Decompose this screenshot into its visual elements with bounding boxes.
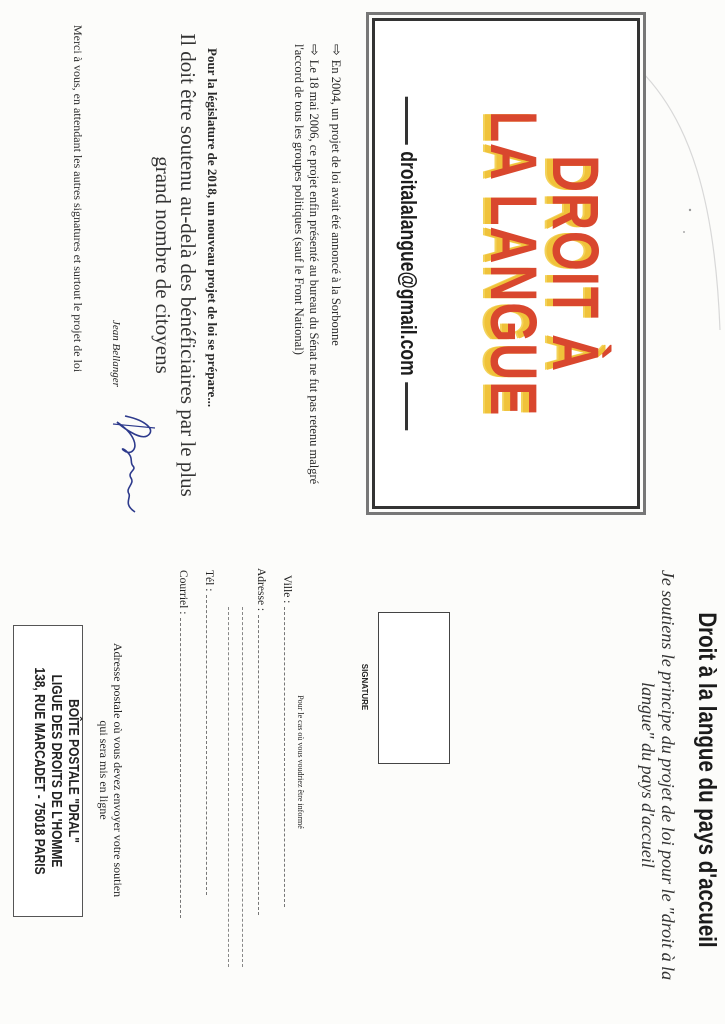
postbox-line3: 138, RUE MARCADET - 75018 PARIS [31, 667, 48, 875]
courriel-label: Courriel : [177, 570, 189, 615]
postbox-line2: LIGUE DES DROITS DE L'HOMME [48, 674, 65, 868]
ville-label: Ville : [281, 575, 293, 604]
thanks-text: Merci à vous, en attendant les autres signatures et surtout le projet de loi [71, 25, 85, 373]
postbox-address [13, 625, 83, 917]
postbox-line1: BOÎTE POSTALE "DRAL" [65, 699, 82, 843]
banner-title-line2: LA LANGUE [477, 110, 551, 417]
banner-box [372, 18, 640, 509]
arrow-right-outline-icon: ⇨ [306, 44, 322, 56]
courriel-field[interactable] [177, 570, 189, 930]
history-item-2004 [328, 44, 343, 524]
tel-line[interactable] [206, 595, 215, 895]
adresse-line-3[interactable] [228, 607, 229, 967]
history-item-2006 [291, 44, 321, 514]
adresse-line-2[interactable] [242, 607, 243, 967]
tel-field[interactable] [203, 570, 215, 930]
ville-line[interactable] [284, 607, 293, 907]
tel-label: Tél : [203, 570, 215, 592]
history-item-2004-text: En 2004, un projet de loi avait été annoncé à la Sorbonne [329, 59, 343, 346]
adresse-line[interactable] [258, 615, 267, 915]
signature-box[interactable] [378, 612, 450, 764]
ville-field[interactable] [281, 575, 293, 935]
handwritten-signature [105, 408, 165, 518]
courriel-line[interactable] [180, 618, 189, 918]
banner-title-line1: DROIT À [539, 154, 613, 373]
adresse-label: Adresse : [255, 568, 267, 612]
signature-label: SIGNATURE [360, 663, 369, 711]
form-title: Droit à la langue du pays d'accueil [693, 612, 721, 948]
banner-title [477, 74, 613, 452]
adresse-field[interactable] [255, 568, 267, 928]
announcement: Pour la législature de 2018, un nouveau projet de loi se prépare... [205, 48, 220, 408]
email-text: droitalalangue@gmail.com [396, 151, 421, 376]
arrow-right-outline-icon: ⇨ [328, 44, 344, 56]
form-subtitle: Je soutiens le principe du projet de loi pour le "droit à la langue" du pays d'accueil [638, 569, 678, 981]
inform-note: Pour le cas où vous voudriez être informé [296, 695, 305, 829]
headline: Il doit être soutenu au-delà des bénéficiaires par le plus grand nombre de citoyens [151, 33, 200, 497]
signer-name: Jean Bellanger [110, 320, 122, 387]
history-item-2006-text: Le 18 mai 2006, ce projet enfin présenté au bureau du Sénat ne fut pas retenu malgré l'accord de tous les groupes politiques (sauf le Front National) [292, 44, 321, 485]
postal-note: Adresse postale où vous devez envoyer votre soutien qui sera mis en ligne [97, 642, 125, 898]
banner-email [395, 70, 421, 458]
